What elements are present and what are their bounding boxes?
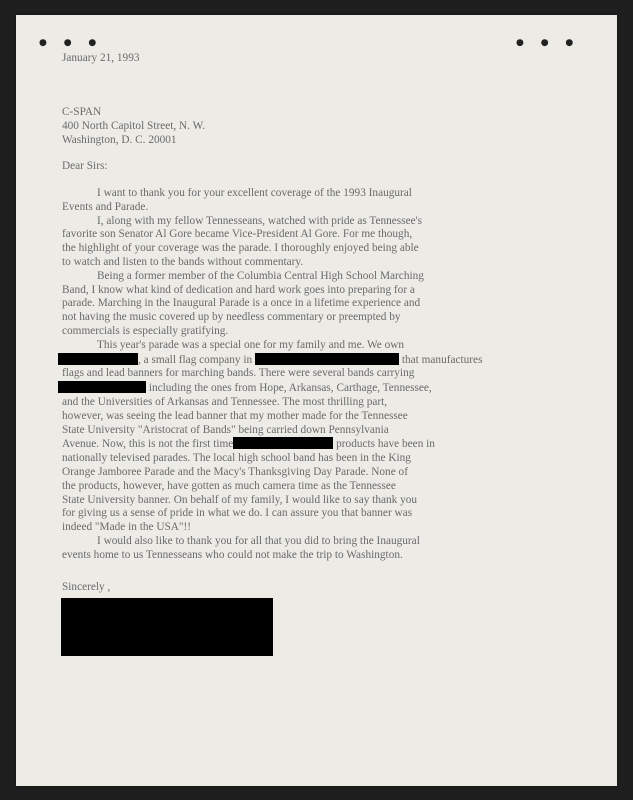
body-line: I want to thank you for your excellent coverage of the 1993 Inaugural bbox=[97, 187, 412, 199]
body-line: however, was seeing the lead banner that my mother made for the Tennessee bbox=[62, 409, 408, 422]
body-line: to watch and listen to the bands without commentary. bbox=[62, 255, 304, 268]
salutation: Dear Sirs: bbox=[62, 160, 108, 172]
body-line: events home to us Tennesseans who could not make the trip to Washington. bbox=[62, 548, 403, 561]
body-line: favorite son Senator Al Gore became Vice-President Al Gore. For me though, bbox=[62, 228, 413, 241]
body-line: Band, I know what kind of dedication and hard work goes into preparing for a bbox=[62, 283, 415, 296]
body-line: for giving us a sense of pride in what we do. I can assure you that banner was bbox=[62, 507, 413, 520]
address-line: 400 North Capitol Street, N. W. bbox=[62, 119, 206, 132]
body-line: indeed "Made in the USA"!! bbox=[62, 521, 192, 534]
body-line: nationally televised parades. The local high school band has been in the King bbox=[62, 452, 411, 465]
body-line: parade. Marching in the Inaugural Parade is a once in a lifetime experience and bbox=[62, 297, 421, 310]
body-line: and the Universities of Arkansas and Tennessee. The most thrilling part, bbox=[62, 395, 388, 408]
closing: Sincerely , bbox=[62, 581, 111, 593]
body-line: State University banner. On behalf of my family, I would like to say thank you bbox=[62, 493, 418, 506]
body-line: I would also like to thank you for all that you did to bring the Inaugural bbox=[97, 534, 420, 547]
address-line: C-SPAN bbox=[62, 106, 102, 118]
letter-date: January 21, 1993 bbox=[62, 52, 140, 64]
body-line: This year's parade was a special one for my family and me. We own bbox=[97, 338, 405, 351]
hole-punch-marks: ● ● ● bbox=[39, 38, 104, 48]
redaction-bar bbox=[233, 437, 333, 449]
body-line: not having the music covered up by needless commentary or preempted by bbox=[62, 311, 401, 324]
letter-body bbox=[62, 187, 582, 563]
redaction-bar bbox=[255, 353, 399, 365]
hole-punch-marks: ● ● ● bbox=[516, 38, 581, 48]
body-line: commercials is especially gratifying. bbox=[62, 324, 229, 337]
body-line: Avenue. Now, this is not the first time products have been in bbox=[62, 438, 435, 451]
redaction-bar bbox=[58, 381, 146, 393]
body-line: Events and Parade. bbox=[62, 200, 149, 213]
redaction-bar bbox=[58, 353, 138, 365]
address-line: Washington, D. C. 20001 bbox=[62, 133, 177, 146]
recipient-address bbox=[62, 106, 582, 147]
body-line: State University "Aristocrat of Bands" being carried down Pennsylvania bbox=[62, 423, 389, 436]
body-line: , a small flag company in that manufactures bbox=[62, 353, 582, 368]
body-line: flags and lead banners for marching bands. There were several bands carrying bbox=[62, 367, 415, 380]
redacted-signature-block bbox=[61, 598, 273, 656]
body-line: the products, however, have gotten as much camera time as the Tennessee bbox=[62, 479, 396, 492]
body-line: including the ones from Hope, Arkansas, Carthage, Tennessee, bbox=[62, 381, 582, 396]
body-line: Being a former member of the Columbia Central High School Marching bbox=[97, 269, 424, 282]
body-line: Orange Jamboree Parade and the Macy's Thanksgiving Day Parade. None of bbox=[62, 465, 408, 478]
body-line: the highlight of your coverage was the parade. I thoroughly enjoyed being able bbox=[62, 242, 419, 255]
body-line: I, along with my fellow Tennesseans, watched with pride as Tennessee's bbox=[97, 214, 423, 227]
